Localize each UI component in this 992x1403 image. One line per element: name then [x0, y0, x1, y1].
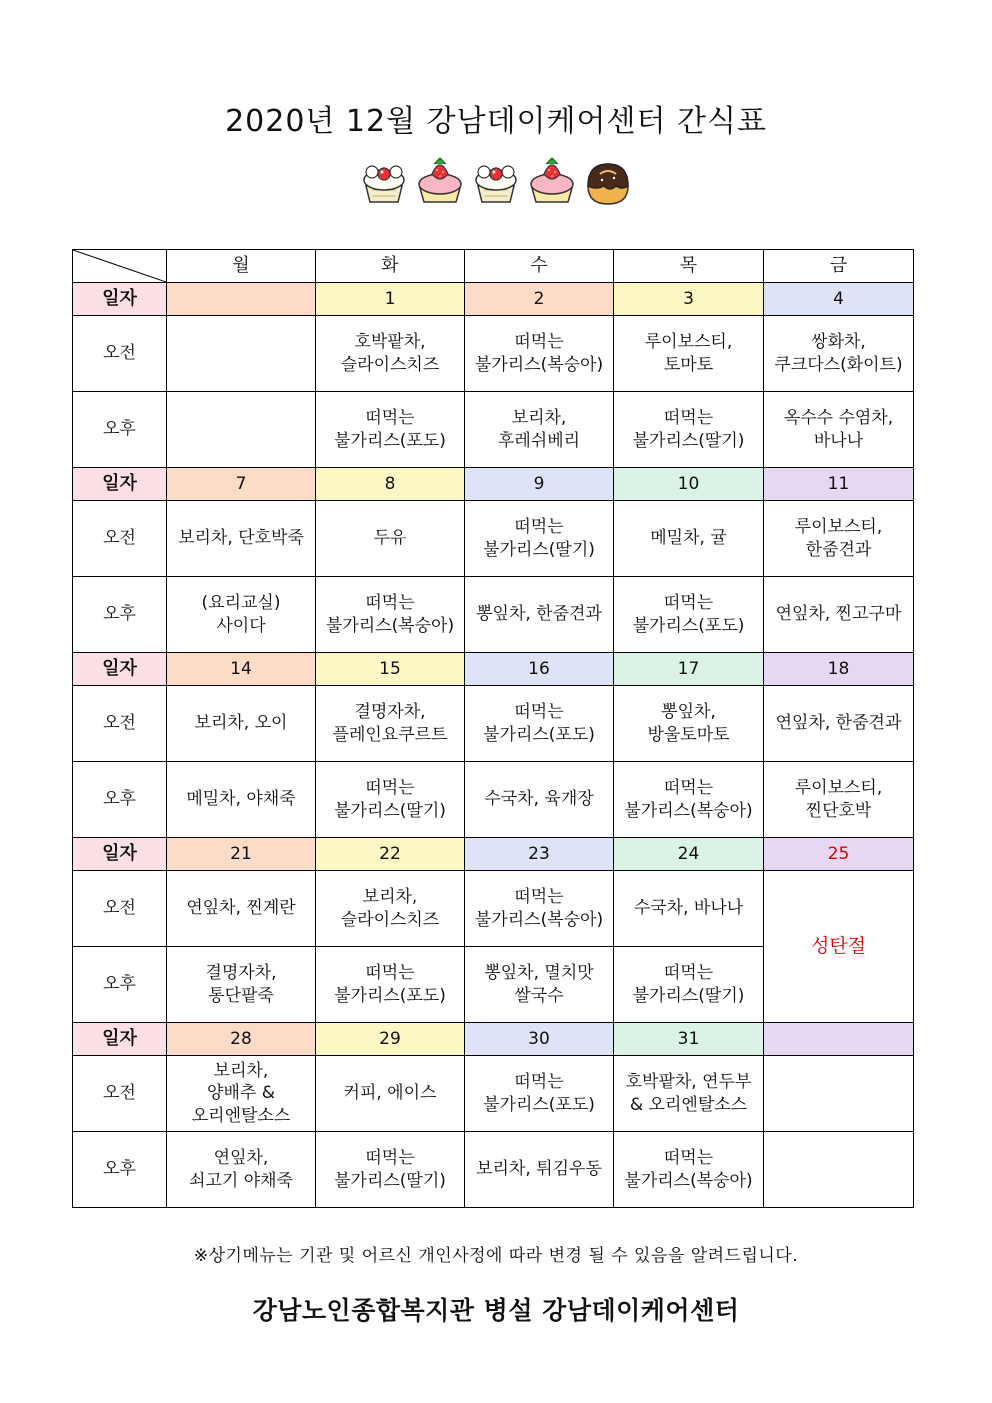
menu-cell: [316, 762, 465, 838]
menu-line: 떠먹는: [365, 408, 415, 429]
date-cell: [764, 1023, 914, 1056]
notice-text: ※상기메뉴는 기관 및 어르신 개인사정에 따라 변경 될 수 있음을 알려드립니다.: [193, 1246, 799, 1266]
date-row: [73, 838, 914, 871]
menu-cell: [316, 1132, 465, 1208]
morning-row: [73, 501, 914, 577]
menu-line: 뽕잎차, 한줌견과: [476, 604, 602, 625]
afternoon-label: 오후: [73, 1132, 167, 1208]
menu-line: 불가리스(복숭아): [325, 615, 455, 636]
menu-cell: [167, 501, 316, 577]
weekday-thu: 목: [614, 250, 764, 283]
weekday-header-row: [73, 250, 914, 283]
date-cell: 29: [316, 1023, 465, 1056]
decoration-row: [0, 152, 992, 212]
menu-line: 불가리스(딸기): [334, 1170, 446, 1191]
menu-line: 바나나: [813, 430, 864, 451]
morning-label: 오전: [73, 501, 167, 577]
date-label: 일자: [73, 1023, 167, 1056]
menu-cell: [316, 686, 465, 762]
menu-line: 연잎차, 한줌견과: [775, 713, 902, 734]
menu-cell: [764, 762, 914, 838]
menu-cell: [465, 1132, 614, 1208]
menu-cell: [316, 501, 465, 577]
menu-line: 뽕잎차,: [661, 702, 716, 723]
menu-line: 보리차,: [213, 1060, 269, 1081]
menu-line: 떠먹는: [663, 963, 714, 984]
date-cell: 3: [614, 283, 764, 316]
menu-line: 찐단호박: [805, 800, 872, 821]
date-cell: 2: [465, 283, 614, 316]
menu-line: 불가리스(딸기): [632, 430, 745, 451]
date-cell: 23: [465, 838, 614, 871]
menu-line: 떠먹는: [663, 1148, 714, 1169]
menu-cell: [167, 316, 316, 392]
menu-line: 수국차, 바나나: [633, 898, 744, 919]
menu-cell: [614, 871, 764, 947]
menu-line: 쌍화차,: [811, 332, 866, 353]
date-cell: 17: [614, 653, 764, 686]
date-cell: 18: [764, 653, 914, 686]
menu-line: 떠먹는: [514, 1072, 564, 1093]
menu-line: 떠먹는: [514, 332, 564, 353]
menu-line: 메밀차, 야채죽: [186, 789, 296, 810]
menu-line: 불가리스(복숭아): [474, 909, 604, 930]
date-row: [73, 283, 914, 316]
morning-label: 오전: [73, 871, 167, 947]
menu-cell: [465, 577, 614, 653]
holiday-cell: 성탄절: [764, 871, 914, 1023]
date-cell: 24: [614, 838, 764, 871]
menu-line: (요리교실): [201, 593, 281, 614]
menu-line: 떠먹는: [514, 702, 564, 723]
menu-line: 불가리스(포도): [632, 615, 745, 636]
menu-line: 보리차,: [511, 408, 567, 429]
menu-line: 불가리스(딸기): [632, 985, 745, 1006]
menu-line: 보리차,: [362, 887, 418, 908]
menu-cell: [764, 686, 914, 762]
afternoon-label: 오후: [73, 947, 167, 1023]
morning-row: [73, 871, 914, 947]
menu-line: 루이보스티,: [794, 778, 883, 799]
menu-line: 떠먹는: [514, 517, 564, 538]
menu-line: 한줌견과: [805, 539, 872, 560]
date-label: 일자: [73, 468, 167, 501]
menu-cell: [764, 316, 914, 392]
chocolate-cake-icon: [582, 152, 634, 208]
date-cell: 22: [316, 838, 465, 871]
menu-cell: [167, 686, 316, 762]
date-label: 일자: [73, 653, 167, 686]
menu-cell: [167, 392, 316, 468]
date-cell: 31: [614, 1023, 764, 1056]
menu-line: 통단팥죽: [208, 985, 274, 1006]
menu-line: 루이보스티,: [644, 332, 733, 353]
menu-line: 떠먹는: [365, 1148, 415, 1169]
menu-line: 불가리스(복숭아): [624, 800, 753, 821]
page-title: 2020년 12월 강남데이케어센터 간식표: [225, 104, 767, 139]
menu-cell: [167, 1132, 316, 1208]
menu-cell: [614, 1056, 764, 1132]
menu-cell: [764, 1056, 914, 1132]
menu-cell: [465, 392, 614, 468]
menu-cell: [465, 316, 614, 392]
menu-line: 결명자차,: [354, 702, 426, 723]
afternoon-label: 오후: [73, 577, 167, 653]
menu-line: 불가리스(포도): [334, 985, 446, 1006]
menu-cell: [167, 947, 316, 1023]
menu-line: 불가리스(포도): [334, 430, 446, 451]
strawberry-cake-icon: [526, 152, 578, 208]
date-cell: 1: [316, 283, 465, 316]
date-label: 일자: [73, 283, 167, 316]
menu-line: 뽕잎차, 멸치맛: [484, 963, 594, 984]
date-row: [73, 1023, 914, 1056]
menu-line: 방울토마토: [647, 724, 730, 745]
menu-line: 보리차, 튀김우동: [476, 1159, 602, 1180]
afternoon-row: [73, 762, 914, 838]
menu-line: 후레쉬베리: [497, 430, 581, 451]
date-cell: 7: [167, 468, 316, 501]
menu-line: 연잎차,: [213, 1148, 269, 1169]
date-cell: 15: [316, 653, 465, 686]
date-cell: 16: [465, 653, 614, 686]
menu-cell: [764, 392, 914, 468]
menu-cell: [465, 762, 614, 838]
menu-cell: [465, 686, 614, 762]
weekday-fri: 금: [764, 250, 914, 283]
organization-name: 강남노인종합복지관 병설 강남데이케어센터: [252, 1296, 740, 1325]
menu-line: 불가리스(딸기): [483, 539, 595, 560]
menu-cell: [465, 871, 614, 947]
date-cell: 11: [764, 468, 914, 501]
menu-cell: [316, 316, 465, 392]
menu-line: 떠먹는: [365, 963, 415, 984]
cupcake-icon: [470, 152, 522, 208]
date-cell: [167, 283, 316, 316]
menu-line: & 오리엔탈소스: [629, 1094, 748, 1115]
menu-line: 불가리스(포도): [483, 1094, 595, 1115]
menu-line: 커피, 에이스: [343, 1083, 437, 1104]
date-cell: 30: [465, 1023, 614, 1056]
afternoon-label: 오후: [73, 392, 167, 468]
menu-cell: [167, 762, 316, 838]
menu-line: 옥수수 수염차,: [783, 408, 894, 429]
date-cell: 10: [614, 468, 764, 501]
morning-row: [73, 686, 914, 762]
morning-row: [73, 1056, 914, 1132]
menu-line: 플레인요쿠르트: [332, 724, 448, 745]
corner-cell: [73, 250, 167, 283]
menu-cell: [614, 1132, 764, 1208]
date-cell: 14: [167, 653, 316, 686]
menu-line: 불가리스(포도): [483, 724, 595, 745]
menu-line: 불가리스(복숭아): [474, 354, 604, 375]
menu-cell: [764, 577, 914, 653]
menu-line: 쿠크다스(화이트): [774, 354, 903, 375]
menu-line: 사이다: [216, 615, 266, 636]
afternoon-row: [73, 577, 914, 653]
menu-line: 호박팥차,: [354, 332, 426, 353]
weekday-mon: 월: [167, 250, 316, 283]
menu-cell: [614, 392, 764, 468]
menu-cell: [465, 947, 614, 1023]
menu-line: 토마토: [663, 354, 714, 375]
menu-line: 오리엔탈소스: [191, 1105, 291, 1126]
weekday-tue: 화: [316, 250, 465, 283]
morning-row: [73, 316, 914, 392]
afternoon-row: [73, 392, 914, 468]
morning-label: 오전: [73, 316, 167, 392]
menu-line: 슬라이스치즈: [340, 354, 440, 375]
menu-cell: [614, 501, 764, 577]
menu-cell: [167, 577, 316, 653]
date-cell: 8: [316, 468, 465, 501]
menu-line: 떠먹는: [663, 778, 714, 799]
afternoon-row: [73, 1132, 914, 1208]
menu-line: 슬라이스치즈: [340, 909, 440, 930]
menu-line: 호박팥차, 연두부: [625, 1072, 752, 1093]
menu-cell: [614, 762, 764, 838]
menu-line: 쌀국수: [514, 985, 564, 1006]
snack-schedule-table: [72, 249, 914, 1208]
menu-line: 떠먹는: [663, 408, 714, 429]
date-label: 일자: [73, 838, 167, 871]
menu-line: 떠먹는: [365, 778, 415, 799]
cupcake-icon: [358, 152, 410, 208]
menu-line: 불가리스(딸기): [334, 800, 446, 821]
menu-cell: [614, 947, 764, 1023]
menu-line: 연잎차, 찐계란: [186, 898, 296, 919]
menu-cell: [764, 1132, 914, 1208]
menu-line: 떠먹는: [365, 593, 415, 614]
date-cell: 4: [764, 283, 914, 316]
date-cell: 28: [167, 1023, 316, 1056]
date-cell: 25: [764, 838, 914, 871]
strawberry-cake-icon: [414, 152, 466, 208]
menu-line: 메밀차, 귤: [650, 528, 727, 549]
menu-line: 결명자차,: [205, 963, 277, 984]
menu-cell: [316, 1056, 465, 1132]
menu-cell: [167, 1056, 316, 1132]
menu-cell: [614, 686, 764, 762]
menu-cell: [316, 577, 465, 653]
date-cell: 21: [167, 838, 316, 871]
afternoon-label: 오후: [73, 762, 167, 838]
date-cell: 9: [465, 468, 614, 501]
menu-cell: [614, 577, 764, 653]
morning-label: 오전: [73, 1056, 167, 1132]
menu-line: 보리차, 단호박죽: [178, 528, 304, 549]
menu-line: 보리차, 오이: [194, 713, 288, 734]
menu-line: 불가리스(복숭아): [624, 1170, 753, 1191]
menu-line: 수국차, 육개장: [484, 789, 594, 810]
menu-line: 쇠고기 야채죽: [189, 1170, 293, 1191]
date-row: [73, 653, 914, 686]
menu-line: 떠먹는: [663, 593, 714, 614]
date-row: [73, 468, 914, 501]
menu-cell: [764, 501, 914, 577]
menu-line: 연잎차, 찐고구마: [775, 604, 902, 625]
menu-line: 두유: [373, 528, 407, 549]
morning-label: 오전: [73, 686, 167, 762]
menu-cell: [316, 871, 465, 947]
menu-line: 양배추 &: [207, 1083, 275, 1104]
menu-cell: [465, 501, 614, 577]
menu-cell: [465, 1056, 614, 1132]
menu-cell: [167, 871, 316, 947]
menu-cell: [316, 392, 465, 468]
menu-cell: [614, 316, 764, 392]
menu-cell: [316, 947, 465, 1023]
menu-line: 루이보스티,: [794, 517, 883, 538]
weekday-wed: 수: [465, 250, 614, 283]
menu-line: 떠먹는: [514, 887, 564, 908]
